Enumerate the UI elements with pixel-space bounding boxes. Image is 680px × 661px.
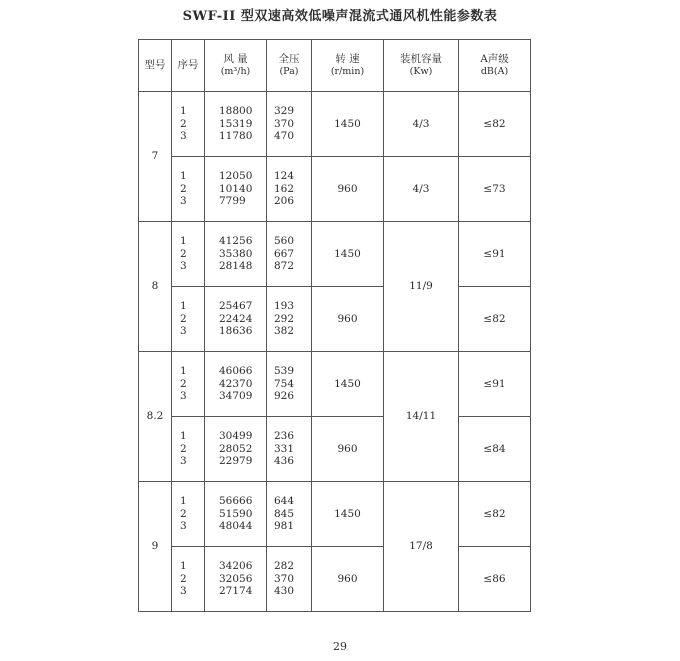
airflow-cell: 46066 42370 34709 — [205, 352, 267, 417]
speed-cell: 1450 — [312, 222, 384, 287]
header-pressure-label: 全压 — [278, 53, 300, 66]
airflow-cell: 25467 22424 18636 — [205, 287, 267, 352]
sound-cell: ≤86 — [459, 547, 531, 612]
power-cell: 11/9 — [384, 222, 459, 352]
header-power — [384, 40, 459, 92]
power-cell: 14/11 — [384, 352, 459, 482]
performance-table — [138, 39, 531, 612]
header-speed — [312, 40, 384, 92]
header-pressure — [267, 40, 312, 92]
speed-cell: 1450 — [312, 92, 384, 157]
header-model: 型号 — [139, 40, 172, 92]
seq-cell: 1 2 3 — [172, 417, 205, 482]
sound-cell: ≤82 — [459, 482, 531, 547]
speed-cell: 1450 — [312, 482, 384, 547]
header-airflow — [205, 40, 267, 92]
table-row — [139, 352, 531, 417]
table-row — [139, 547, 531, 612]
sound-cell: ≤82 — [459, 287, 531, 352]
sound-cell: ≤73 — [459, 157, 531, 222]
pressure-cell: 124 162 206 — [267, 157, 312, 222]
seq-cell: 1 2 3 — [172, 92, 205, 157]
sound-cell: ≤91 — [459, 352, 531, 417]
sound-cell: ≤82 — [459, 92, 531, 157]
pressure-cell: 282 370 430 — [267, 547, 312, 612]
model-cell: 8 — [139, 222, 172, 352]
table-row — [139, 157, 531, 222]
header-sound-label: A声级 — [480, 53, 509, 66]
pressure-cell: 644 845 981 — [267, 482, 312, 547]
table-row — [139, 287, 531, 352]
power-cell: 4/3 — [384, 157, 459, 222]
model-cell: 9 — [139, 482, 172, 612]
header-speed-label: 转 速 — [335, 53, 360, 66]
airflow-cell: 41256 35380 28148 — [205, 222, 267, 287]
header-airflow-unit: (m³/h) — [220, 66, 251, 78]
page-title: SWF-II 型双速高效低噪声混流式通风机性能参数表 — [182, 9, 498, 24]
header-seq: 序号 — [172, 40, 205, 92]
table-row — [139, 222, 531, 287]
power-cell: 4/3 — [384, 92, 459, 157]
pressure-cell: 539 754 926 — [267, 352, 312, 417]
power-cell: 17/8 — [384, 482, 459, 612]
model-cell: 8.2 — [139, 352, 172, 482]
airflow-cell: 18800 15319 11780 — [205, 92, 267, 157]
pressure-cell: 236 331 436 — [267, 417, 312, 482]
header-power-unit: (Kw) — [409, 66, 433, 78]
header-pressure-unit: (Pa) — [279, 66, 299, 78]
speed-cell: 1450 — [312, 352, 384, 417]
header-speed-unit: (r/min) — [330, 66, 365, 78]
page-number: 29 — [333, 640, 347, 653]
seq-cell: 1 2 3 — [172, 352, 205, 417]
speed-cell: 960 — [312, 547, 384, 612]
speed-cell: 960 — [312, 287, 384, 352]
header-row — [139, 40, 531, 92]
seq-cell: 1 2 3 — [172, 287, 205, 352]
speed-cell: 960 — [312, 417, 384, 482]
airflow-cell: 34206 32056 27174 — [205, 547, 267, 612]
seq-cell: 1 2 3 — [172, 482, 205, 547]
pressure-cell: 560 667 872 — [267, 222, 312, 287]
speed-cell: 960 — [312, 157, 384, 222]
header-airflow-label: 风 量 — [223, 53, 248, 66]
model-cell: 7 — [139, 92, 172, 222]
table-row — [139, 92, 531, 157]
header-power-label: 装机容量 — [400, 53, 442, 66]
pressure-cell: 193 292 382 — [267, 287, 312, 352]
sound-cell: ≤84 — [459, 417, 531, 482]
table-row — [139, 482, 531, 547]
sound-cell: ≤91 — [459, 222, 531, 287]
table-row — [139, 417, 531, 482]
pressure-cell: 329 370 470 — [267, 92, 312, 157]
airflow-cell: 56666 51590 48044 — [205, 482, 267, 547]
seq-cell: 1 2 3 — [172, 157, 205, 222]
airflow-cell: 30499 28052 22979 — [205, 417, 267, 482]
airflow-cell: 12050 10140 7799 — [205, 157, 267, 222]
header-sound — [459, 40, 531, 92]
seq-cell: 1 2 3 — [172, 222, 205, 287]
header-sound-unit: dB(A) — [480, 66, 509, 78]
seq-cell: 1 2 3 — [172, 547, 205, 612]
